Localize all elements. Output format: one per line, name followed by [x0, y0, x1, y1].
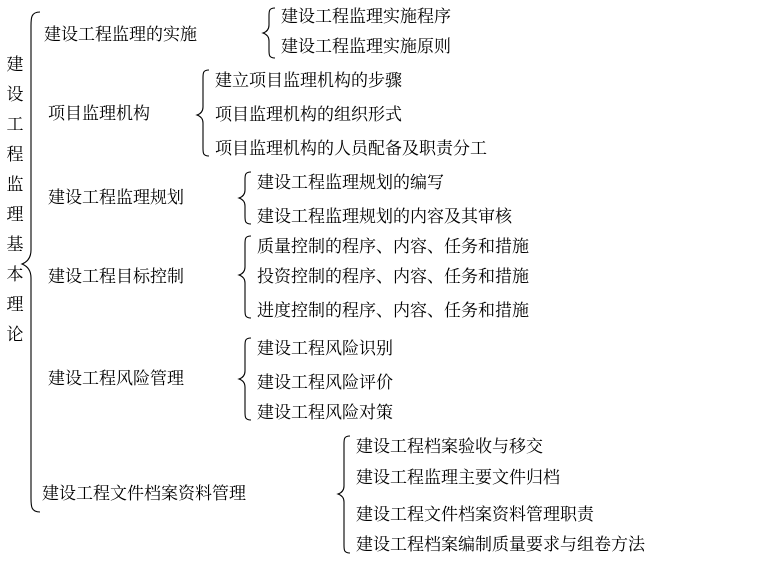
leaf-label-6-2: 建设工程监理主要文件归档 [356, 468, 560, 487]
group-label-5: 建设工程风险管理 [48, 369, 184, 388]
leaf-label-3-2: 建设工程监理规划的内容及其审核 [257, 207, 512, 226]
group-label-1: 建设工程监理的实施 [44, 25, 197, 44]
leaf-label-4-1: 质量控制的程序、内容、任务和措施 [257, 237, 529, 256]
leaf-label-6-1: 建设工程档案验收与移交 [356, 437, 543, 456]
leaf-label-1-2: 建设工程监理实施原则 [281, 37, 451, 56]
leaf-label-3-1: 建设工程监理规划的编写 [257, 173, 444, 192]
root-label: 建设工程监理基本理论 [6, 55, 24, 344]
leaf-label-2-2: 项目监理机构的组织形式 [215, 105, 402, 124]
leaf-label-4-2: 投资控制的程序、内容、任务和措施 [257, 267, 529, 286]
leaf-label-4-3: 进度控制的程序、内容、任务和措施 [257, 301, 529, 320]
group-label-4: 建设工程目标控制 [48, 267, 184, 286]
leaf-label-6-3: 建设工程文件档案资料管理职责 [356, 505, 594, 524]
leaf-label-2-3: 项目监理机构的人员配备及职责分工 [215, 139, 487, 158]
group-label-3: 建设工程监理规划 [48, 188, 184, 207]
group-label-6: 建设工程文件档案资料管理 [42, 484, 246, 503]
leaf-label-1-1: 建设工程监理实施程序 [281, 7, 451, 26]
group-label-2: 项目监理机构 [48, 104, 150, 123]
leaf-label-6-4: 建设工程档案编制质量要求与组卷方法 [356, 535, 645, 554]
leaf-label-5-1: 建设工程风险识别 [257, 339, 393, 358]
leaf-label-5-3: 建设工程风险对策 [257, 403, 393, 422]
leaf-label-5-2: 建设工程风险评价 [257, 373, 393, 392]
leaf-label-2-1: 建立项目监理机构的步骤 [215, 71, 402, 90]
